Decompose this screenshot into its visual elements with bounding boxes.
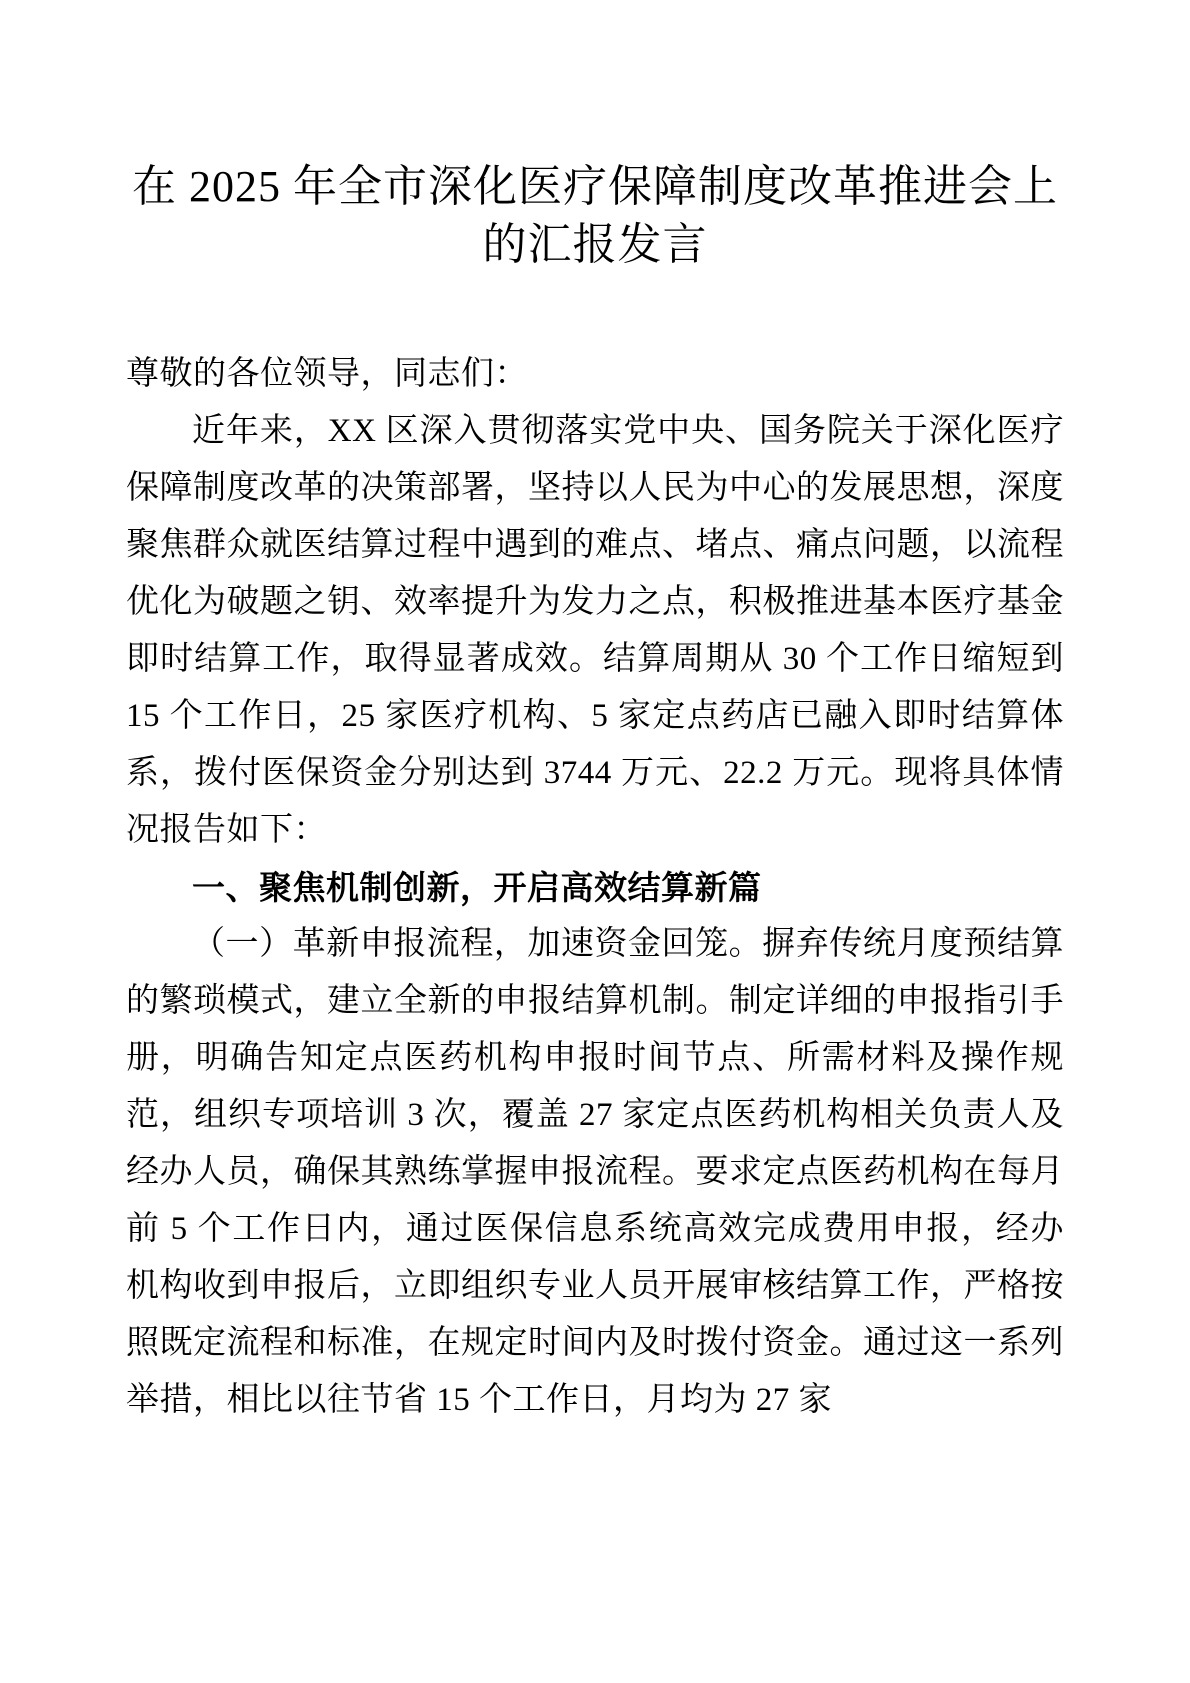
subsection1-body: 摒弃传统月度预结算的繁琐模式，建立全新的申报结算机制。制定详细的申报指引手册，明确告知定点医药机构申报时间节点、所需材料及操作规范，组织专项培训 3 次，覆盖 27 家定点医药机构相关负责人及经办人员，确保其熟练掌握申报流程。要求定点医药机构在每月前 5 个工作日内，通过医保信息系统高效完成费用申报，经办机构收到申报后，立即组织专业人员开展审核结算工作，严格按照既定流程和标准，在规定时间内及时拨付资金。通过这一系列举措，相比以往节省 15 个工作日，月均为 27 家 <box>126 926 1065 1418</box>
section-heading-1: 一、聚焦机制创新，开启高效结算新篇 <box>192 869 762 906</box>
section1-subsection1-paragraph <box>126 916 1064 1429</box>
page-title: 在 2025 年全市深化医疗保障制度改革推进会上的汇报发言 <box>132 162 1058 269</box>
subsection1-lead: （一）革新申报流程，加速资金回笼。 <box>192 926 763 962</box>
greeting-line: 尊敬的各位领导，同志们： <box>126 356 528 392</box>
intro-paragraph: 近年来，XX 区深入贯彻落实党中央、国务院关于深化医疗保障制度改革的决策部署，坚持以人民为中心的发展思想，深度聚焦群众就医结算过程中遇到的难点、堵点、痛点问题，以流程优化为破题之钥、效率提升为发力之点，积极推进基本医疗基金即时结算工作，取得显著成效。结算周期从 30 个工作日缩短到 15 个工作日，25 家医疗机构、5 家定点药店已融入即时结算体系，拨付医保资金分别达到 3744 万元、22.2 万元。现将具体情况报告如下： <box>126 413 1064 848</box>
